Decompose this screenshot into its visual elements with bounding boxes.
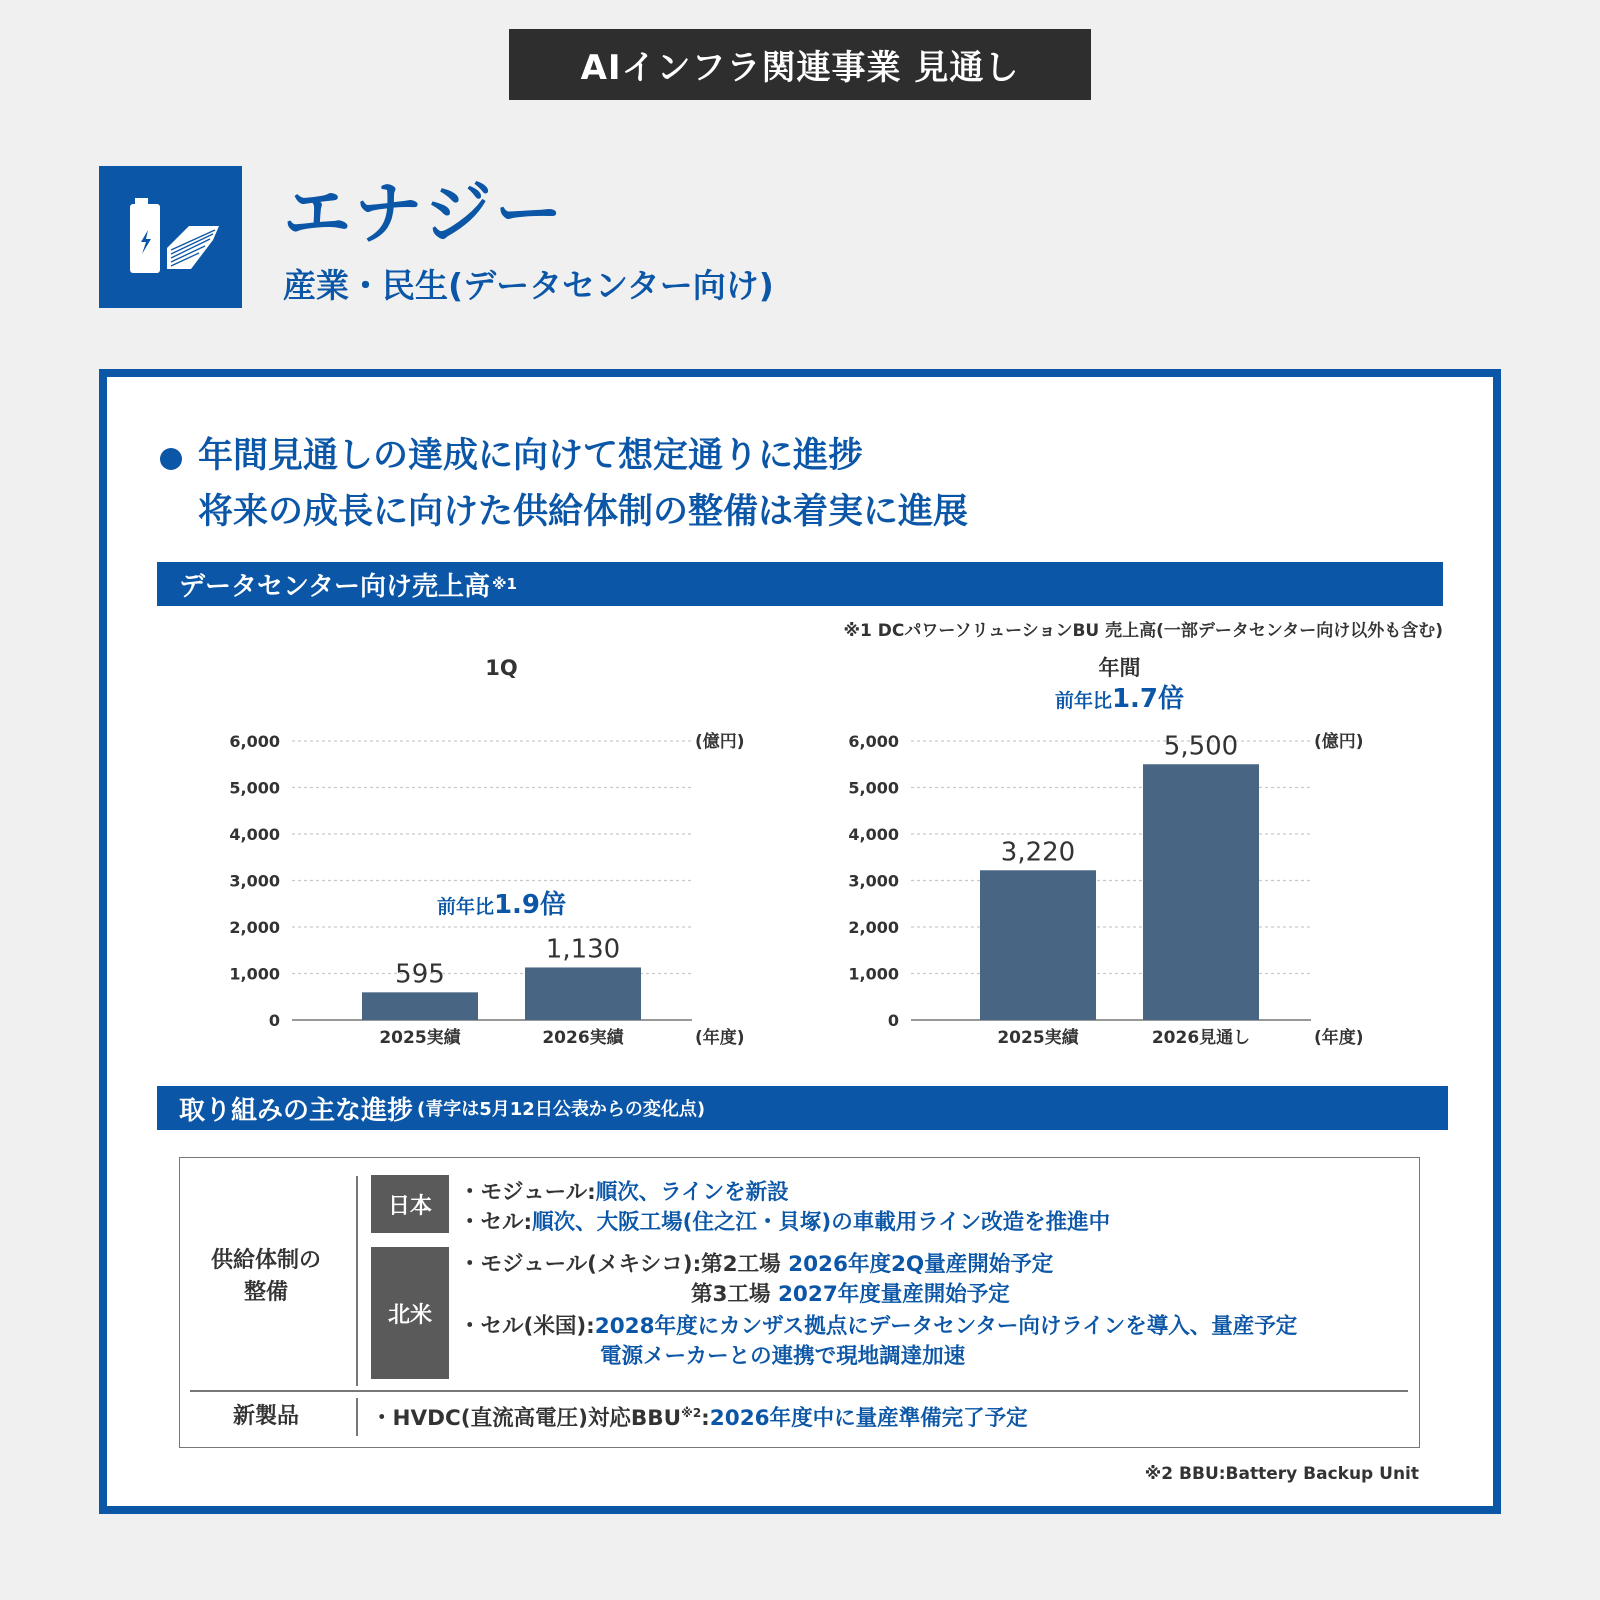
- x-category-label: 2025実績: [997, 1028, 1079, 1048]
- progress-line: 第3工場 2027年度量産開始予定: [691, 1282, 1010, 1307]
- x-axis-unit: (年度): [695, 1028, 745, 1048]
- top-banner: AIインフラ関連事業 見通し: [509, 29, 1091, 100]
- sales-footnote: ※1 DCパワーソリューションBU 売上高(一部データセンター向け以外も含む): [843, 621, 1443, 641]
- y-tick-label: 3,000: [229, 871, 280, 891]
- bbu-footnote: ※2 BBU:Battery Backup Unit: [1144, 1464, 1419, 1484]
- headline-line: 年間見通しの達成に向けて想定通りに進捗: [198, 436, 864, 476]
- y-tick-label: 4,000: [848, 825, 899, 844]
- sales-section-title: データセンター向け売上高: [179, 571, 490, 602]
- bar: [980, 870, 1096, 1020]
- y-axis-unit: (億円): [1314, 732, 1364, 752]
- bar: [1143, 764, 1259, 1020]
- x-category-label: 2026見通し: [1151, 1028, 1251, 1048]
- x-category-label: 2025実績: [379, 1028, 461, 1048]
- y-tick-label: 5,000: [848, 778, 899, 798]
- new-product-line: ・HVDC(直流高電圧)対応BBU$^{※2}$:2026年度中に量産準備完了予定: [371, 1405, 1028, 1431]
- progress-section-header: [157, 1086, 1448, 1130]
- progress-table: [179, 1157, 1420, 1448]
- column-divider: [356, 1398, 358, 1436]
- footnote-mark: ※1: [491, 575, 517, 593]
- data-label: 5,500: [1163, 731, 1239, 762]
- y-tick-label: 0: [887, 1011, 899, 1030]
- y-tick-label: 6,000: [229, 732, 280, 751]
- x-axis-unit: (年度): [1314, 1028, 1364, 1048]
- data-label: 595: [395, 959, 445, 990]
- chart-title: 年間: [1098, 656, 1141, 680]
- growth-label: 前年比1.9倍: [436, 890, 567, 920]
- y-tick-label: 3,000: [848, 871, 899, 891]
- progress-section-note: (青字は5月12日公表からの変化点): [417, 1099, 706, 1120]
- y-axis-unit: (億円): [695, 732, 745, 752]
- progress-line: ・モジュール(メキシコ):第2工場 2026年度2Q量産開始予定: [459, 1252, 1054, 1277]
- page-title: エナジー: [283, 175, 566, 254]
- x-category-label: 2026実績: [542, 1028, 624, 1048]
- growth-label: 前年比1.7倍: [1054, 684, 1185, 714]
- y-tick-label: 1,000: [229, 964, 280, 984]
- bar: [525, 967, 641, 1020]
- supply-row-label: 供給体制の 整備: [210, 1248, 321, 1305]
- y-tick-label: 5,000: [229, 778, 280, 798]
- progress-section-title: 取り組みの主な進捗: [179, 1095, 414, 1126]
- region-north-america: 北米: [371, 1247, 449, 1379]
- y-tick-label: 2,000: [848, 918, 899, 937]
- row-divider: [190, 1390, 1408, 1392]
- new-product-row-label: 新製品: [232, 1404, 299, 1429]
- data-label: 1,130: [545, 934, 621, 965]
- bar: [362, 992, 478, 1020]
- headline-line: 将来の成長に向けた供給体制の整備は着実に進展: [198, 492, 969, 532]
- y-tick-label: 4,000: [229, 825, 280, 844]
- y-tick-label: 6,000: [848, 732, 899, 751]
- region-japan: 日本: [371, 1175, 449, 1233]
- progress-line: ・セル:順次、大阪工場(住之江・貝塚)の車載用ライン改造を推進中: [459, 1210, 1111, 1235]
- y-tick-label: 0: [268, 1011, 280, 1030]
- column-divider: [356, 1176, 358, 1386]
- page-subtitle: 産業・民生(データセンター向け): [283, 266, 774, 305]
- progress-line: ・セル(米国):2028年度にカンザス拠点にデータセンター向けラインを導入、量産予定: [459, 1314, 1298, 1339]
- y-tick-label: 2,000: [229, 918, 280, 937]
- chart-title: 1Q: [485, 656, 518, 680]
- progress-line: 電源メーカーとの連携で現地調達加速: [600, 1344, 966, 1369]
- y-tick-label: 1,000: [848, 964, 899, 984]
- progress-line: ・モジュール:順次、ラインを新設: [459, 1180, 789, 1205]
- data-label: 3,220: [1000, 837, 1076, 868]
